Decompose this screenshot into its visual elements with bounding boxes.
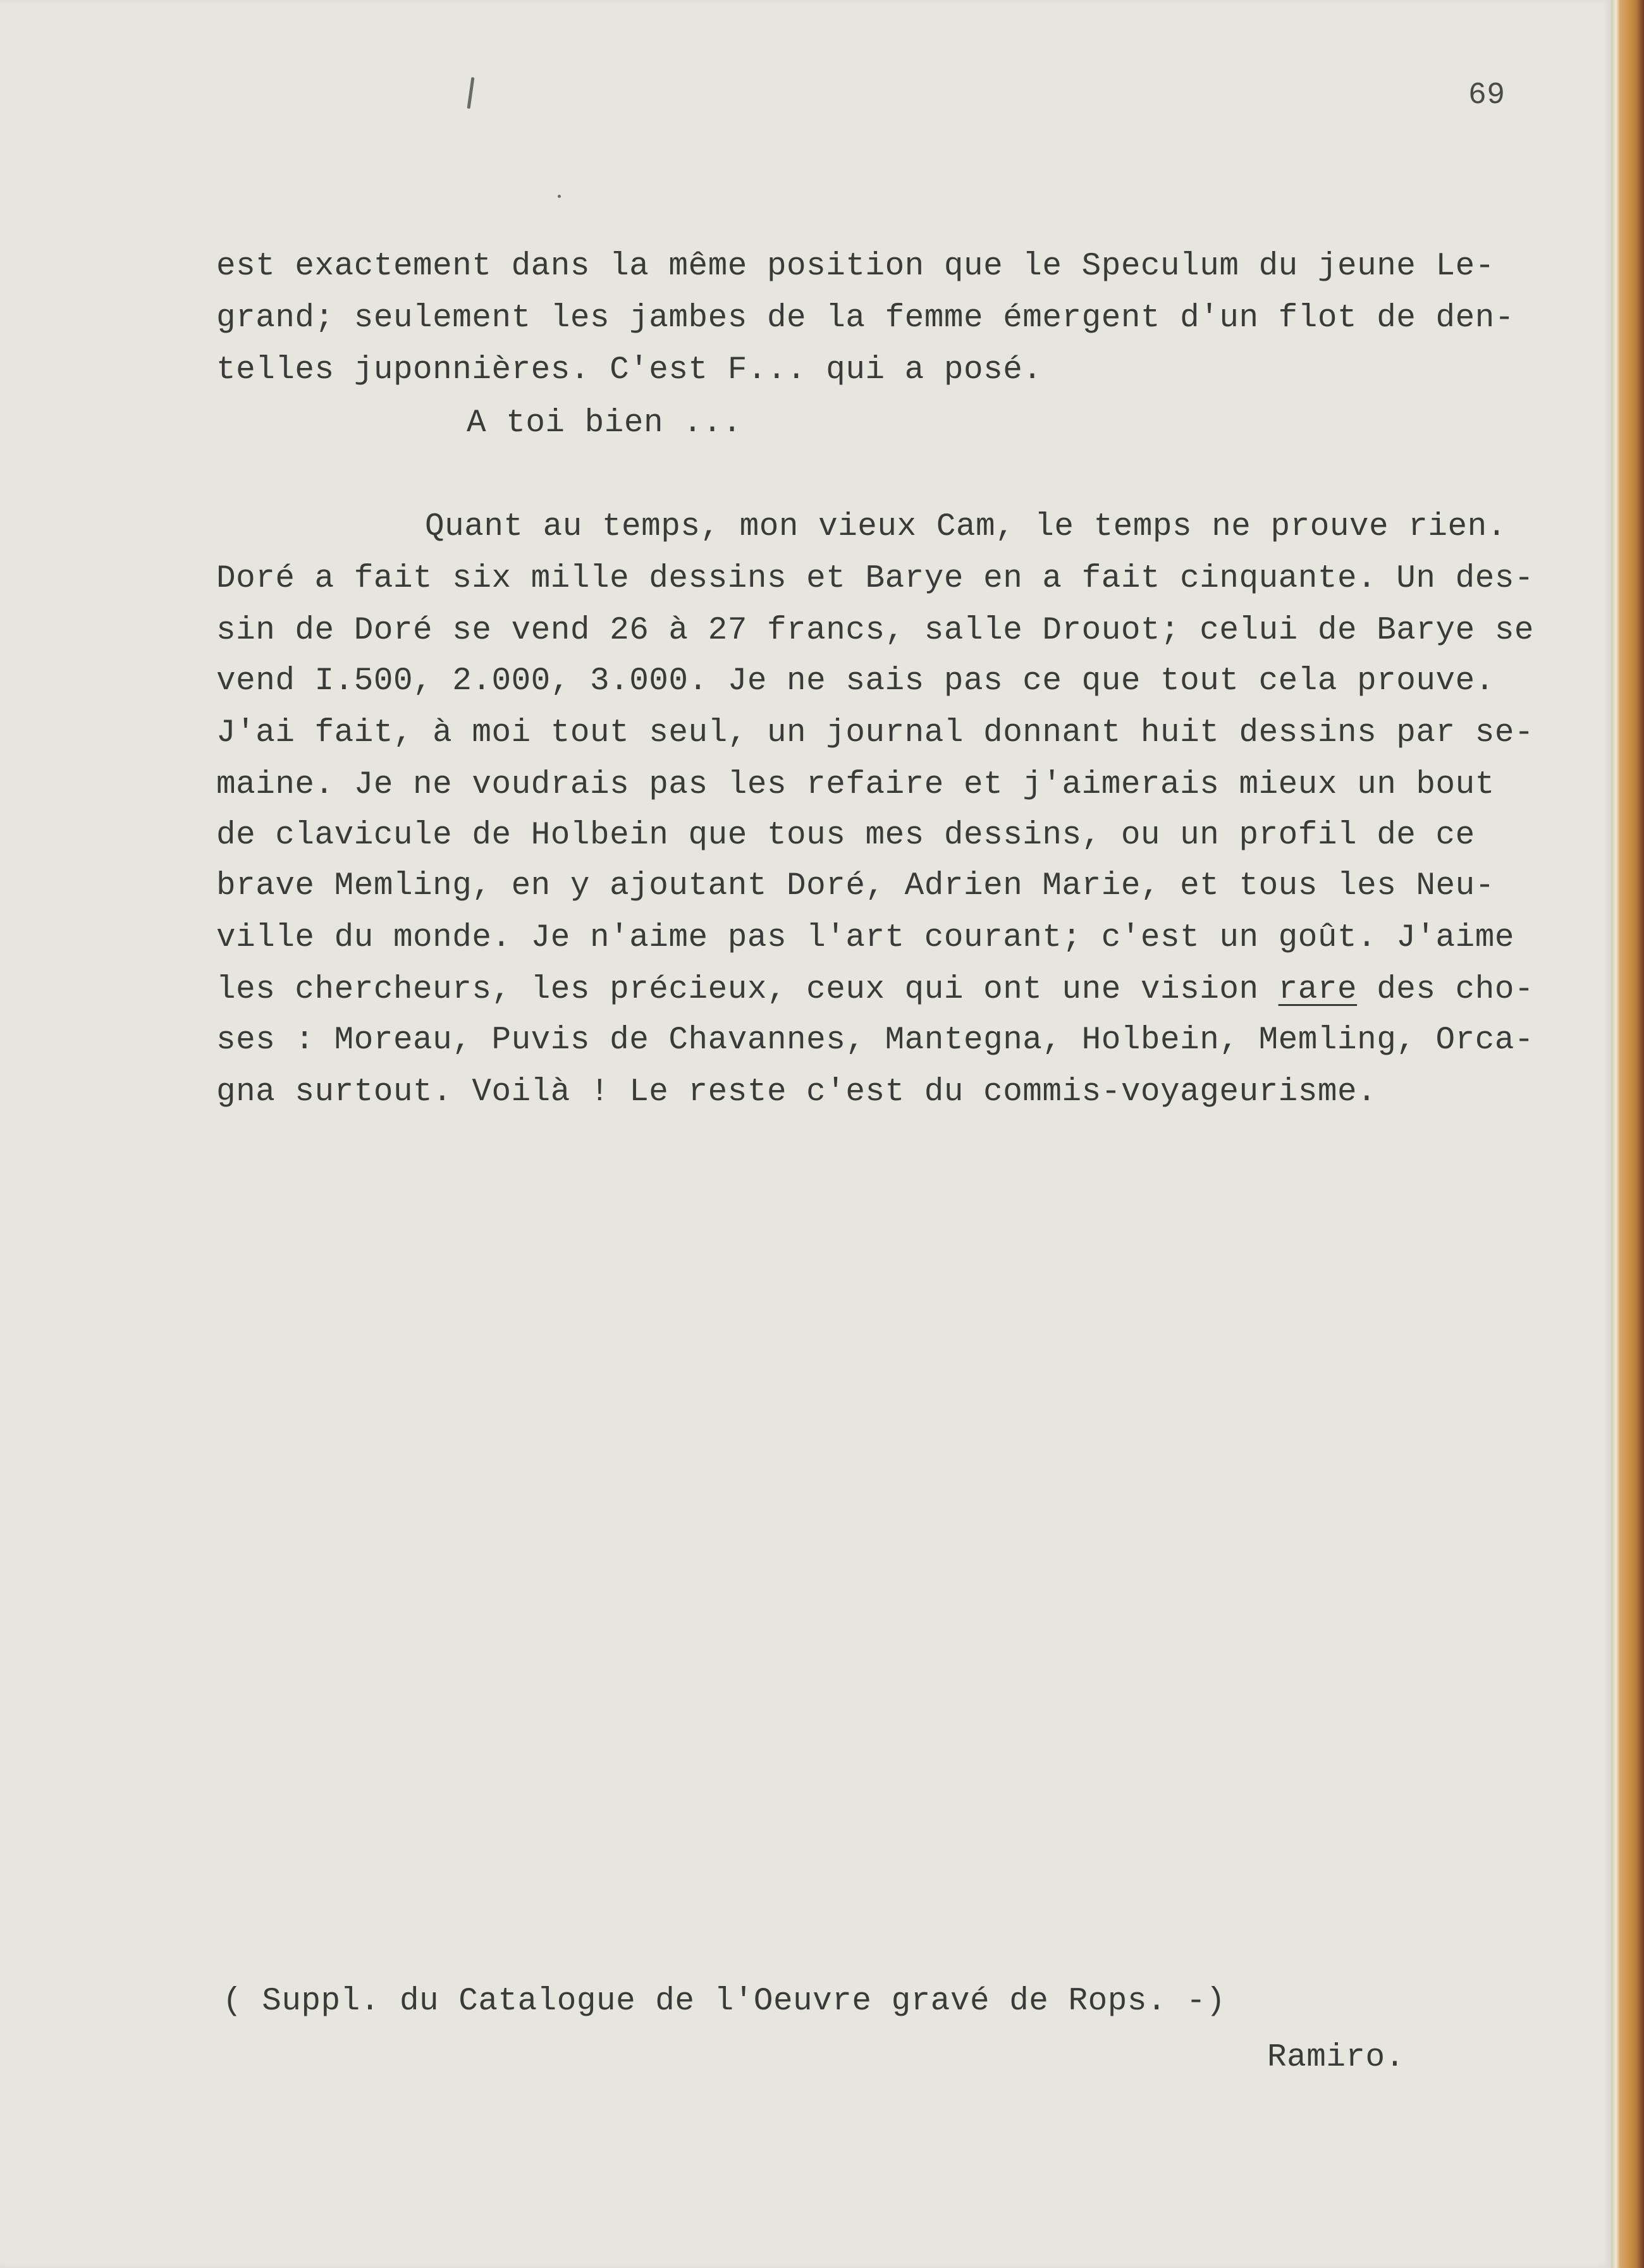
text-segment: les chercheurs, les précieux, ceux qui ont une vision bbox=[216, 972, 1279, 1008]
signature: Ramiro. bbox=[1267, 2040, 1405, 2076]
closing-line: A toi bien ... bbox=[467, 405, 742, 441]
text-line: vend I.500, 2.000, 3.000. Je ne sais pas ce que tout cela prouve. bbox=[216, 663, 1495, 699]
text-line: brave Memling, en y ajoutant Doré, Adrien Marie, et tous les Neu- bbox=[216, 868, 1495, 904]
text-line: sin de Doré se vend 26 à 27 francs, salle Drouot; celui de Barye se bbox=[216, 613, 1535, 649]
text-line: de clavicule de Holbein que tous mes dessins, ou un profil de ce bbox=[216, 818, 1475, 854]
text-line: ses : Moreau, Puvis de Chavannes, Mantegna, Holbein, Memling, Orca- bbox=[216, 1022, 1535, 1058]
text-line: ville du monde. Je n'aime pas l'art courant; c'est un goût. J'aime bbox=[216, 920, 1514, 956]
text-line: est exactement dans la même position que le Speculum du jeune Le- bbox=[216, 248, 1495, 285]
text-line bbox=[216, 974, 1534, 1006]
text-line: Quant au temps, mon vieux Cam, le temps ne prouve rien. bbox=[425, 509, 1507, 545]
page-number: 69 bbox=[1468, 78, 1506, 113]
stray-dot-mark bbox=[558, 195, 561, 198]
text-line: J'ai fait, à moi tout seul, un journal donnant huit dessins par se- bbox=[216, 715, 1535, 751]
text-line: telles juponnières. C'est F... qui a posé. bbox=[216, 352, 1043, 388]
text-line: Doré a fait six mille dessins et Barye en a fait cinquante. Un des- bbox=[216, 561, 1535, 597]
underlined-word: rare bbox=[1278, 972, 1358, 1008]
book-page-edge bbox=[1611, 0, 1644, 2268]
text-line: maine. Je ne voudrais pas les refaire et j'aimerais mieux un bout bbox=[216, 767, 1495, 803]
text-segment: des cho- bbox=[1357, 972, 1535, 1008]
text-line: gna surtout. Voilà ! Le reste c'est du commis-voyageurisme. bbox=[216, 1074, 1377, 1110]
footnote: ( Suppl. du Catalogue de l'Oeuvre gravé de Rops. -) bbox=[223, 1983, 1226, 2020]
stray-pen-mark bbox=[467, 77, 475, 109]
text-line: grand; seulement les jambes de la femme émergent d'un flot de den- bbox=[216, 300, 1514, 336]
